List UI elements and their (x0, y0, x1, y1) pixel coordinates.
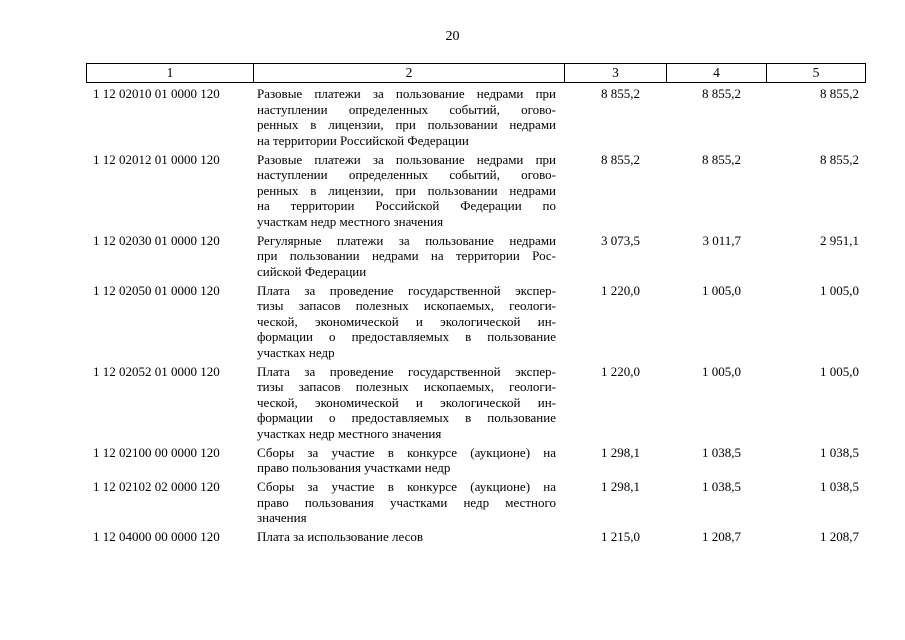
value-col-3: 1 220,0 (601, 363, 640, 379)
description-line: Регулярные платежи за пользование недрами (257, 232, 556, 248)
value-col-3: 3 073,5 (601, 232, 640, 248)
row-code: 1 12 02012 01 0000 120 (93, 151, 220, 167)
value-col-3: 1 298,1 (601, 444, 640, 460)
value-col-5: 1 005,0 (820, 282, 859, 298)
value-col-4: 1 038,5 (702, 479, 741, 494)
table-body (86, 86, 866, 548)
row-code: 1 12 02050 01 0000 120 (93, 282, 220, 298)
description-line: при пользовании недрами на территории Рос- (257, 248, 556, 263)
row-code: 1 12 02030 01 0000 120 (93, 232, 220, 248)
description-line: Плата за использование лесов (257, 529, 423, 544)
description-line: ренных в лицензии, при пользовании недрами (257, 182, 556, 198)
row-code: 1 12 02052 01 0000 120 (93, 363, 220, 379)
description-line: наступлении определенных событий, огово- (257, 101, 556, 117)
value-col-4: 1 208,7 (702, 529, 741, 544)
description-line: право пользования участками недр местного (257, 494, 556, 510)
row-description (253, 479, 564, 526)
value-col-3: 8 855,2 (601, 86, 640, 101)
value-col-3: 8 855,2 (601, 151, 640, 167)
description-line: Плата за проведение государственной экспер- (257, 363, 556, 379)
value-col-4: 8 855,2 (702, 151, 741, 167)
value-col-4: 3 011,7 (702, 232, 741, 248)
description-line: право пользования участками недр (257, 460, 451, 475)
table-row (86, 479, 866, 526)
value-col-3: 1 298,1 (601, 479, 640, 494)
header-col-3: 3 (565, 64, 667, 82)
table-row (86, 283, 866, 361)
description-line: тизы запасов полезных ископаемых, геологи- (257, 379, 556, 394)
row-code: 1 12 04000 00 0000 120 (93, 529, 220, 544)
description-line: Сборы за участие в конкурсе (аукционе) на (257, 444, 556, 460)
value-col-5: 2 951,1 (820, 232, 859, 248)
table-row (86, 445, 866, 476)
row-description (253, 233, 564, 280)
page-number: 20 (445, 29, 460, 44)
value-col-4: 1 005,0 (702, 282, 741, 298)
table-row (86, 364, 866, 442)
table-row (86, 529, 866, 545)
value-col-4: 1 005,0 (702, 363, 741, 379)
row-description (253, 283, 564, 361)
description-line: участкам недр местного значения (257, 213, 444, 229)
description-line: тизы запасов полезных ископаемых, геологи- (257, 298, 556, 313)
row-description (253, 364, 564, 442)
value-col-5: 1 038,5 (820, 444, 859, 460)
value-col-3: 1 215,0 (601, 529, 640, 544)
row-description (253, 529, 564, 545)
description-line: на территории Российской Федерации по (257, 198, 556, 213)
description-line: ческой, экономической и экологической ин- (257, 394, 556, 410)
description-line: Разовые платежи за пользование недрами при (257, 151, 556, 167)
row-description (253, 86, 564, 148)
row-code: 1 12 02010 01 0000 120 (93, 86, 220, 101)
header-col-5: 5 (812, 65, 820, 80)
value-col-5: 8 855,2 (820, 86, 859, 101)
row-description (253, 152, 564, 230)
description-line: формации о предоставляемых в пользование (257, 410, 556, 425)
value-col-3: 1 220,0 (601, 282, 640, 298)
value-col-4: 1 038,5 (702, 444, 741, 460)
description-line: участках недр (257, 344, 335, 360)
description-line: Сборы за участие в конкурсе (аукционе) на (257, 479, 556, 494)
description-line: наступлении определенных событий, огово- (257, 167, 556, 182)
description-line: Плата за проведение государственной экспер- (257, 282, 556, 298)
header-col-1: 1 (87, 64, 254, 82)
header-col-4: 4 (667, 64, 767, 82)
value-col-4: 8 855,2 (702, 86, 741, 101)
description-line: ческой, экономической и экологической ин- (257, 313, 556, 329)
description-line: Разовые платежи за пользование недрами при (257, 86, 556, 101)
value-col-5: 8 855,2 (820, 151, 859, 167)
description-line: формации о предоставляемых в пользование (257, 329, 556, 344)
table-row (86, 86, 866, 148)
table-row (86, 152, 866, 230)
description-line: ренных в лицензии, при пользовании недрами (257, 117, 556, 132)
header-col-2: 2 (254, 64, 565, 82)
description-line: на территории Российской Федерации (257, 132, 469, 148)
row-code: 1 12 02102 02 0000 120 (93, 479, 220, 494)
description-line: участках недр местного значения (257, 425, 442, 441)
row-code: 1 12 02100 00 0000 120 (93, 444, 220, 460)
value-col-5: 1 038,5 (820, 479, 859, 494)
description-line: значения (257, 510, 307, 525)
description-line: сийской Федерации (257, 263, 367, 279)
row-description (253, 445, 564, 476)
table-row (86, 233, 866, 280)
value-col-5: 1 208,7 (820, 529, 859, 544)
table-header (86, 63, 866, 83)
value-col-5: 1 005,0 (820, 363, 859, 379)
